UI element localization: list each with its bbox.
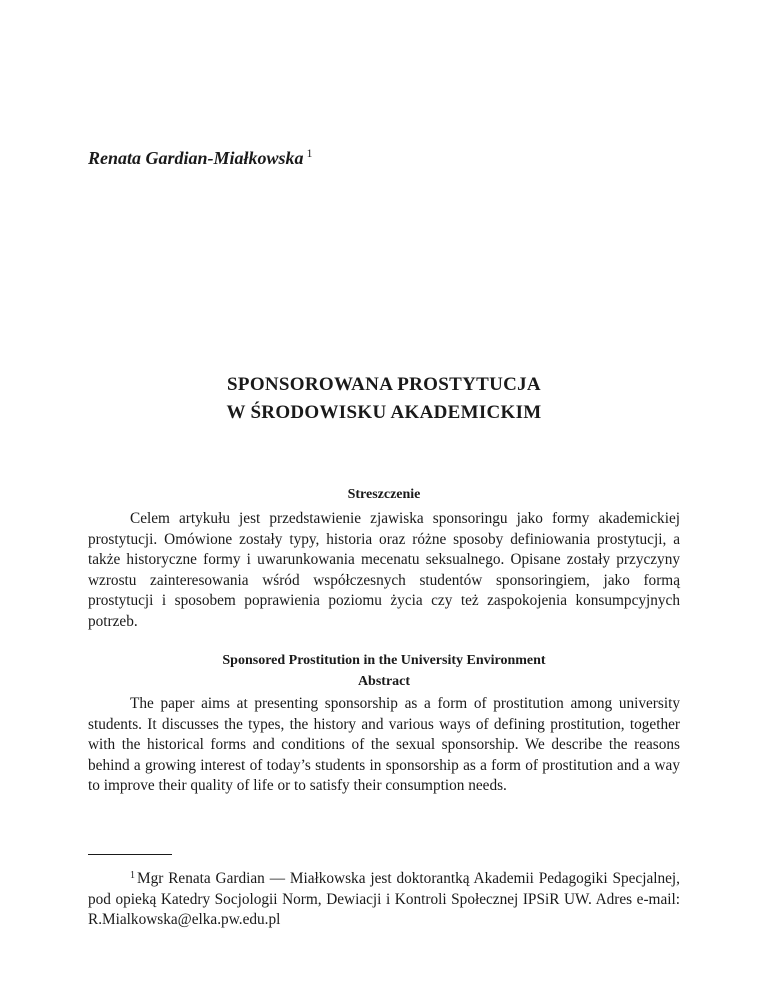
title-line-1: SPONSOROWANA PROSTYTUCJA (227, 374, 541, 395)
abstract-en-text: The paper aims at presenting sponsorship as a form of prostitution among university students. It discusses the types, the history and various ways of defining prostitution, together with the historical forms and conditions of the sexual sponsorship. We describe the reasons behind a growing interest of today’s students in sponsorship as a form of prostitution and a way to improve their quality of life or to satisfy their consumption needs. (88, 695, 680, 794)
footnote-text: Mgr Renata Gardian — Miałkowska jest doktorantką Akademii Pedagogiki Specjalnej, pod opieką Katedry Socjologii Norm, Dewiacji i Kontroli Społecznej IPSiR UW. Adres e-mail: R.Mialkowska@elka.pw.edu.pl (88, 870, 680, 928)
footnote-divider (88, 854, 172, 855)
author-name: Renata Gardian-Miałkowska (88, 148, 304, 168)
footnote-mark: 1 (130, 870, 135, 881)
abstract-pl-text: Celem artykułu jest przedstawienie zjawiska sponsoringu jako formy akademickiej prostytucji. Omówione zostały typy, historia oraz różne sposoby definiowania prostytucji, a także historyczne formy i uwarunkowania mecenatu seksualnego. Opisane zostały przyczyny wzrostu zainteresowania wśród współczesnych studentów sponsoringiem, jako formą prostytucji i sposobem poprawienia poziomu życia czy też zaspokojenia konsumpcyjnych potrzeb. (88, 510, 680, 630)
author-line (88, 146, 313, 169)
abstract-en-title: Sponsored Prostitution in the University Environment (222, 653, 546, 668)
author-footnote-mark: 1 (306, 146, 313, 160)
abstract-en-heading: Abstract (357, 674, 411, 689)
footnote (88, 866, 680, 931)
abstract-en-header (0, 650, 768, 692)
title-line-2: W ŚRODOWISKU AKADEMICKIM (226, 402, 542, 423)
article-title (0, 371, 768, 427)
abstract-pl-heading: Streszczenie (347, 487, 421, 502)
